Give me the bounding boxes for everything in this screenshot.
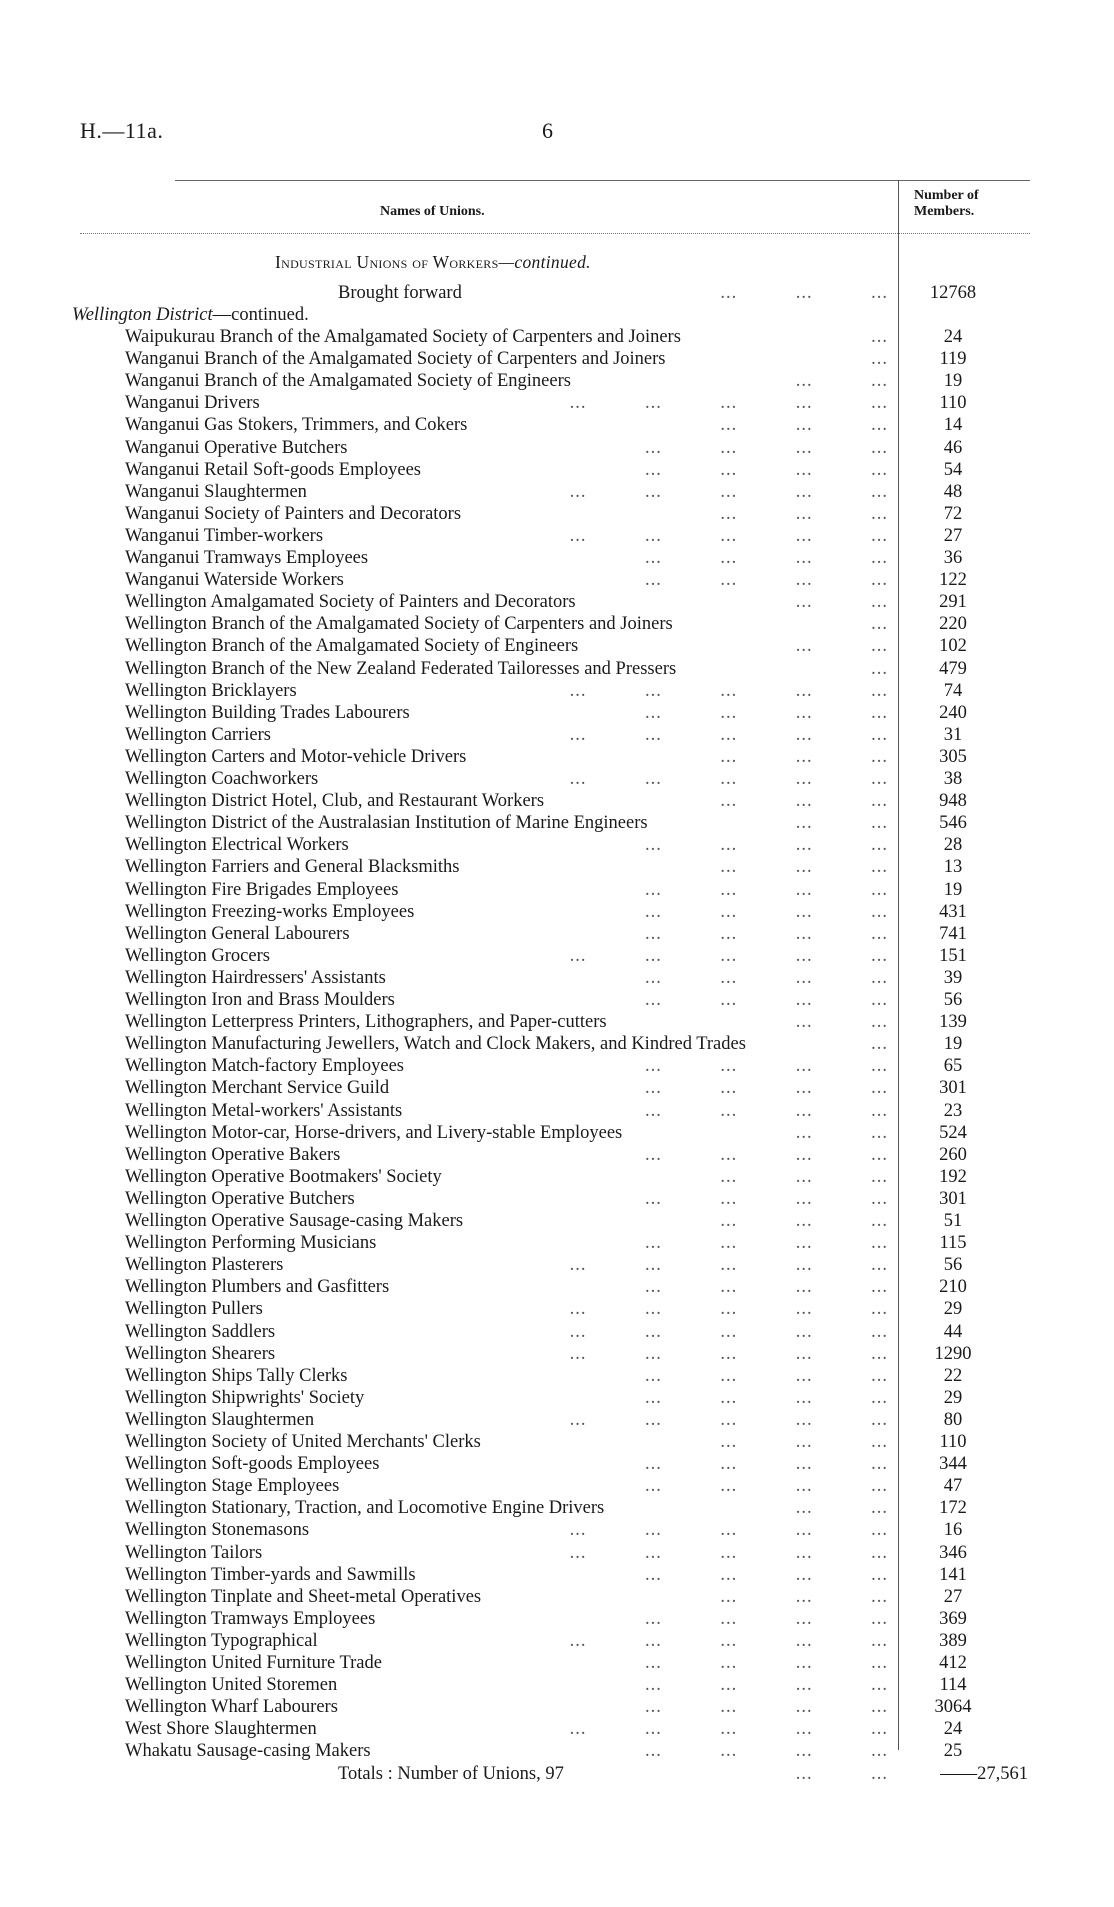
- union-name: Wellington Carters and Motor-vehicle Drivers: [125, 746, 467, 767]
- union-name: Wellington District Hotel, Club, and Restaurant Workers: [125, 791, 545, 812]
- leader-dots: ... ... ... ... ...: [569, 1630, 888, 1651]
- member-count: 119: [939, 349, 967, 370]
- union-name: Wellington Carriers: [125, 724, 271, 745]
- union-name: Wellington Typographical: [125, 1630, 318, 1651]
- leader-dots: ... ... ... ... ...: [569, 1343, 888, 1364]
- union-name: Wanganui Waterside Workers: [125, 570, 344, 591]
- leader-dots: ... ... ... ...: [645, 901, 888, 922]
- union-name: Wellington General Labourers: [125, 923, 350, 944]
- union-name: Wellington Manufacturing Jewellers, Watch and Clock Makers, and Kindred Trades: [125, 1034, 746, 1055]
- page-number: 6: [542, 118, 553, 143]
- union-name: Wanganui Timber-workers: [125, 525, 324, 546]
- union-name: Wellington Amalgamated Society of Painters and Decorators: [125, 592, 576, 613]
- union-name: Waipukurau Branch of the Amalgamated Society of Carpenters and Joiners: [125, 327, 681, 347]
- union-name: Wellington Operative Sausage-casing Makers: [125, 1211, 464, 1231]
- member-count: 46: [943, 437, 963, 458]
- union-name: Wellington Pullers: [125, 1299, 263, 1320]
- leader-dots: ... ... ... ... ...: [569, 481, 888, 502]
- union-name: Wanganui Operative Butchers: [125, 437, 348, 458]
- leader-dots: ... ... ... ...: [645, 835, 888, 856]
- union-name: Wellington Plumbers and Gasfitters: [125, 1277, 390, 1298]
- union-name: Wanganui Slaughtermen: [125, 481, 307, 502]
- union-name: Wanganui Retail Soft-goods Employees: [125, 459, 421, 480]
- member-count: 31: [943, 724, 963, 745]
- member-count: 151: [939, 945, 967, 966]
- leader-dots: ... ...: [795, 636, 888, 657]
- union-name: Wellington District of the Australasian Institution of Marine Engineers: [125, 813, 648, 834]
- member-count: 39: [943, 967, 963, 988]
- union-name: Wellington Farriers and General Blacksmiths: [125, 857, 460, 878]
- union-name: Wellington Performing Musicians: [125, 1233, 377, 1254]
- member-count: 13: [943, 857, 963, 878]
- leader-dots: ... ... ... ...: [645, 990, 888, 1010]
- union-name: Wellington Branch of the New Zealand Federated Tailoresses and Pressers: [125, 658, 677, 679]
- member-count: 56: [943, 990, 963, 1010]
- leader-dots: ... ... ...: [720, 283, 888, 303]
- totals-value: ——27,561: [940, 1763, 1028, 1784]
- member-count: 23: [943, 1100, 963, 1121]
- union-name: Wellington Saddlers: [125, 1321, 276, 1342]
- member-count: 139: [939, 1012, 967, 1033]
- member-count: 369: [939, 1608, 967, 1629]
- member-count: 114: [939, 1675, 967, 1696]
- leader-dots: ... ... ... ...: [645, 1741, 888, 1762]
- union-name: Whakatu Sausage-casing Makers: [125, 1741, 371, 1762]
- member-count: 48: [943, 481, 963, 502]
- union-name: Wellington Operative Bakers: [125, 1144, 341, 1165]
- leader-dots: ... ... ... ... ...: [569, 945, 888, 966]
- leader-dots: ... ... ... ... ...: [569, 680, 888, 701]
- leader-dots: ... ...: [795, 592, 888, 613]
- leader-dots: ...: [871, 658, 888, 679]
- member-count: 47: [943, 1476, 963, 1497]
- header-rule: [175, 180, 1030, 181]
- brought-forward-label: Brought forward: [338, 283, 462, 303]
- member-count: 948: [939, 791, 967, 812]
- leader-dots: ... ... ... ...: [645, 1608, 888, 1629]
- union-name: Wanganui Gas Stokers, Trimmers, and Cokers: [125, 415, 468, 436]
- union-name: Wellington Tinplate and Sheet-metal Operatives: [125, 1586, 482, 1607]
- leader-dots: ... ...: [795, 1763, 888, 1784]
- leader-dots: ... ... ... ...: [645, 1653, 888, 1673]
- member-count: 25: [943, 1741, 963, 1762]
- member-count: 3064: [934, 1697, 972, 1718]
- union-name: Wellington Shipwrights' Society: [125, 1387, 365, 1408]
- union-name: Wellington Stage Employees: [125, 1476, 340, 1497]
- document-reference: H.—11a.: [80, 118, 164, 143]
- leader-dots: ...: [871, 349, 888, 370]
- leader-dots: ... ...: [795, 371, 888, 392]
- union-name: Wellington Branch of the Amalgamated Society of Carpenters and Joiners: [125, 614, 673, 635]
- member-count: 36: [943, 548, 963, 568]
- members-column-header: [914, 188, 979, 220]
- leader-dots: ... ...: [795, 1122, 888, 1143]
- leader-dots: ... ... ... ...: [645, 1188, 888, 1209]
- leader-dots: ... ... ... ...: [645, 1233, 888, 1254]
- member-count: 192: [939, 1166, 967, 1187]
- section-title: [275, 252, 591, 273]
- leader-dots: ... ... ... ... ...: [569, 1542, 888, 1563]
- brought-forward-value: 12768: [929, 283, 977, 303]
- leader-dots: ... ... ...: [720, 746, 888, 767]
- leader-dots: ... ... ...: [720, 1432, 888, 1452]
- member-count: 240: [939, 702, 967, 723]
- totals-label: Totals : Number of Unions, 97: [338, 1763, 564, 1784]
- union-name: Wellington Soft-goods Employees: [125, 1454, 380, 1475]
- leader-dots: ... ... ... ...: [645, 1277, 888, 1298]
- leader-dots: ... ... ... ...: [645, 1387, 888, 1408]
- union-name: Wanganui Branch of the Amalgamated Society of Carpenters and Joiners: [125, 349, 666, 370]
- member-count: 56: [943, 1255, 963, 1276]
- member-count: 22: [943, 1365, 963, 1386]
- union-name: Wellington Ships Tally Clerks: [125, 1365, 348, 1386]
- member-count: 291: [939, 592, 967, 613]
- member-count: 28: [943, 835, 963, 856]
- leader-dots: ... ... ... ...: [645, 879, 888, 900]
- member-count: 210: [939, 1277, 967, 1298]
- leader-dots: ... ... ... ... ...: [569, 525, 888, 546]
- union-name: Wanganui Branch of the Amalgamated Society of Engineers: [125, 371, 571, 392]
- member-count: 38: [943, 769, 963, 789]
- union-name: Wellington Motor-car, Horse-drivers, and Livery-stable Employees: [125, 1122, 623, 1143]
- leader-dots: ... ... ... ...: [645, 702, 888, 723]
- member-count: 122: [939, 570, 967, 591]
- union-name: Wellington Metal-workers' Assistants: [125, 1100, 403, 1121]
- leader-dots: ... ... ... ...: [645, 923, 888, 944]
- member-count: 412: [939, 1653, 967, 1673]
- leader-dots: ... ... ... ... ...: [569, 724, 888, 745]
- members-header-line-2: Members.: [914, 204, 975, 219]
- leader-dots: ... ... ...: [720, 791, 888, 812]
- union-name: Wellington Society of United Merchants' Clerks: [125, 1432, 481, 1452]
- member-count: 27: [943, 525, 963, 546]
- district-suffix: —continued.: [212, 305, 309, 325]
- column-header-rule: [80, 233, 1030, 234]
- leader-dots: ...: [871, 1034, 888, 1055]
- union-name: Wanganui Drivers: [125, 393, 260, 414]
- leader-dots: ... ... ... ...: [645, 1454, 888, 1475]
- leader-dots: ... ... ... ...: [645, 1100, 888, 1121]
- leader-dots: ... ... ... ... ...: [569, 1255, 888, 1276]
- leader-dots: ... ... ... ... ...: [569, 393, 888, 414]
- leader-dots: ...: [871, 614, 888, 635]
- union-name: Wellington Branch of the Amalgamated Society of Engineers: [125, 636, 579, 657]
- union-name: Wellington Hairdressers' Assistants: [125, 967, 386, 988]
- union-name: Wellington Stationary, Traction, and Locomotive Engine Drivers: [125, 1498, 605, 1519]
- union-name: West Shore Slaughtermen: [125, 1719, 317, 1740]
- member-count: 479: [939, 658, 967, 679]
- member-count: 80: [943, 1409, 963, 1430]
- member-count: 72: [943, 503, 963, 524]
- leader-dots: ... ... ... ...: [645, 1078, 888, 1099]
- leader-dots: ... ... ...: [720, 1211, 888, 1231]
- member-count: 14: [943, 415, 963, 436]
- leader-dots: ... ... ...: [720, 1166, 888, 1187]
- section-title-suffix: —continued.: [498, 252, 591, 272]
- union-name: Wellington Stonemasons: [125, 1520, 310, 1541]
- union-name: Wellington Building Trades Labourers: [125, 702, 410, 723]
- leader-dots: ... ... ... ...: [645, 1564, 888, 1585]
- union-name: Wellington Electrical Workers: [125, 835, 349, 856]
- member-count: 110: [939, 1432, 967, 1452]
- member-count: 29: [943, 1387, 963, 1408]
- leader-dots: ... ...: [795, 813, 888, 834]
- leader-dots: ... ... ... ... ...: [569, 1520, 888, 1541]
- leader-dots: ... ... ... ...: [645, 437, 888, 458]
- union-name: Wellington Shearers: [125, 1343, 276, 1364]
- member-count: 141: [939, 1564, 967, 1585]
- member-count: 16: [943, 1520, 963, 1541]
- union-name: Wellington United Storemen: [125, 1675, 338, 1696]
- district-heading: [72, 304, 309, 326]
- leader-dots: ... ... ... ...: [645, 1675, 888, 1696]
- member-count: 24: [943, 327, 963, 347]
- member-count: 389: [939, 1630, 967, 1651]
- leader-dots: ... ... ... ...: [645, 1697, 888, 1718]
- member-count: 19: [943, 371, 963, 392]
- member-count: 741: [939, 923, 967, 944]
- member-count: 344: [939, 1454, 967, 1475]
- member-count: 524: [939, 1122, 967, 1143]
- leader-dots: ... ... ... ... ...: [569, 769, 888, 789]
- union-name: Wellington Operative Bootmakers' Society: [125, 1166, 442, 1187]
- leader-dots: ... ... ... ... ...: [569, 1719, 888, 1740]
- union-name: Wellington United Furniture Trade: [125, 1653, 382, 1673]
- union-name: Wellington Grocers: [125, 945, 270, 966]
- union-name: Wellington Timber-yards and Sawmills: [125, 1564, 416, 1585]
- member-count: 260: [939, 1144, 967, 1165]
- union-name: Wellington Freezing-works Employees: [125, 901, 415, 922]
- member-count: 546: [939, 813, 967, 834]
- member-count: 19: [943, 879, 963, 900]
- member-count: 301: [939, 1188, 967, 1209]
- union-name: Wellington Coachworkers: [125, 769, 319, 789]
- leader-dots: ... ... ... ... ...: [569, 1409, 888, 1430]
- union-name: Wellington Fire Brigades Employees: [125, 879, 399, 900]
- union-name: Wellington Letterpress Printers, Lithographers, and Paper-cutters: [125, 1012, 607, 1033]
- member-count: 220: [939, 614, 967, 635]
- member-count: 74: [943, 680, 963, 701]
- member-count: 65: [943, 1056, 963, 1077]
- member-count: 346: [939, 1542, 967, 1563]
- member-count: 110: [939, 393, 967, 414]
- union-name: Wellington Match-factory Employees: [125, 1056, 405, 1077]
- union-name: Wellington Tramways Employees: [125, 1608, 376, 1629]
- leader-dots: ... ... ... ...: [645, 570, 888, 591]
- leader-dots: ... ... ... ...: [645, 548, 888, 568]
- union-name: Wellington Wharf Labourers: [125, 1697, 338, 1718]
- leader-dots: ... ... ... ...: [645, 967, 888, 988]
- leader-dots: ... ... ...: [720, 857, 888, 878]
- member-count: 19: [943, 1034, 963, 1055]
- member-count: 44: [943, 1321, 963, 1342]
- member-count: 102: [939, 636, 967, 657]
- union-name: Wellington Operative Butchers: [125, 1188, 355, 1209]
- section-title-main: Industrial Unions of Workers: [275, 252, 499, 272]
- union-name: Wellington Bricklayers: [125, 680, 297, 701]
- member-count: 54: [943, 459, 963, 480]
- union-name: Wellington Merchant Service Guild: [125, 1078, 390, 1099]
- members-header-line-1: Number of: [914, 188, 979, 203]
- union-name: Wellington Plasterers: [125, 1255, 284, 1276]
- union-name: Wellington Tailors: [125, 1542, 263, 1563]
- union-name: Wanganui Society of Painters and Decorators: [125, 503, 462, 524]
- leader-dots: ... ...: [795, 1012, 888, 1033]
- leader-dots: ... ... ...: [720, 1586, 888, 1607]
- member-count: 1290: [934, 1343, 972, 1364]
- member-count: 305: [939, 746, 967, 767]
- leader-dots: ...: [871, 327, 888, 347]
- leader-dots: ... ... ...: [720, 415, 888, 436]
- leader-dots: ... ... ... ...: [645, 459, 888, 480]
- leader-dots: ... ... ...: [720, 503, 888, 524]
- district-name: Wellington District: [72, 305, 213, 325]
- member-count: 27: [943, 1586, 963, 1607]
- leader-dots: ... ... ... ...: [645, 1144, 888, 1165]
- leader-dots: ... ... ... ...: [645, 1476, 888, 1497]
- member-count: 115: [939, 1233, 967, 1254]
- union-name: Wellington Iron and Brass Moulders: [125, 990, 395, 1010]
- leader-dots: ... ... ... ...: [645, 1056, 888, 1077]
- member-count: 51: [943, 1211, 963, 1231]
- member-count: 172: [939, 1498, 967, 1519]
- member-count: 301: [939, 1078, 967, 1099]
- names-column-header: Names of Unions.: [380, 204, 485, 219]
- leader-dots: ... ... ... ...: [645, 1365, 888, 1386]
- leader-dots: ... ...: [795, 1498, 888, 1519]
- union-name: Wanganui Tramways Employees: [125, 548, 369, 568]
- union-name: Wellington Slaughtermen: [125, 1409, 315, 1430]
- member-count: 431: [939, 901, 967, 922]
- member-count: 24: [943, 1719, 963, 1740]
- leader-dots: ... ... ... ... ...: [569, 1299, 888, 1320]
- leader-dots: ... ... ... ... ...: [569, 1321, 888, 1342]
- member-count: 29: [943, 1299, 963, 1320]
